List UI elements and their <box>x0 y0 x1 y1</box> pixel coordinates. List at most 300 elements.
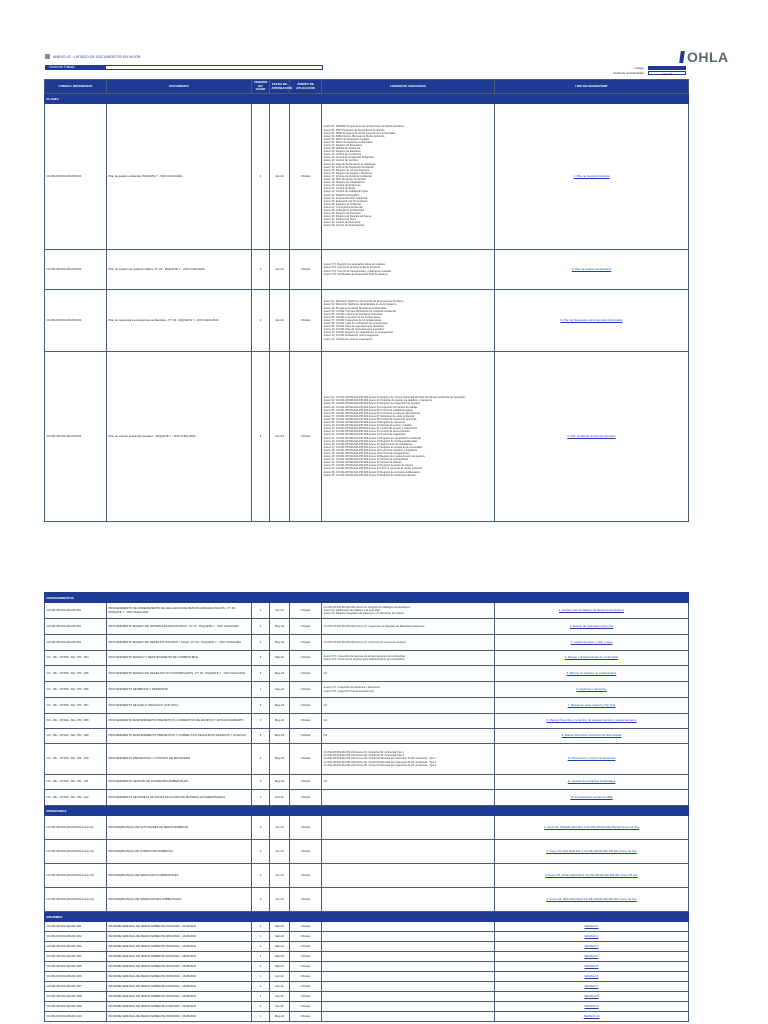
cell-code: CO - PE - OP.034 - MA - PR - 008 <box>45 714 107 729</box>
cell-code: CO-PE-OP.034-MA-INF-006 <box>45 972 107 982</box>
cell-document: INFORME SEMANAL DE MEDIO AMBIENTE 08/04/2022 - 14/04/2022 <box>107 932 252 942</box>
table-row <box>45 775 689 790</box>
table-row <box>45 250 689 290</box>
cell-version: 3 <box>252 775 270 790</box>
format-item: CO-PE-OP.034-MA-PR-010 Anexo 01. Check list Mt. Ambiental Tipo 1 <box>323 751 404 755</box>
cell-version: 1 <box>252 603 270 619</box>
cell-document: PROCEDIMIENTO MANEJO DE RESIDUOS NO CONTAMINADOS - PY 03 - PAQUETE 7 - VDO CHIGUAMA <box>107 666 252 682</box>
format-item: Anexo N°2. Control de almacenamiento temporal <box>323 266 380 270</box>
cell-date: Jun-24 <box>270 290 290 352</box>
cell-version: 1 <box>252 790 270 806</box>
cell-date: Mar-22 <box>270 942 290 952</box>
cell-date: May-22 <box>270 619 290 635</box>
sharepoint-link[interactable]: SEMANA 8 <box>495 992 689 1002</box>
cell-date: Mar-22 <box>270 932 290 942</box>
meta-label: Código <box>634 65 644 70</box>
cell-scope: Chiriquí <box>290 942 322 952</box>
format-item: Anexo 07. CO-PE: Inspección de Kit Antiderrames <box>323 318 382 322</box>
cell-version: 4 <box>252 104 270 250</box>
work-center-label: Centro de Trabajo <box>45 65 105 70</box>
cell-formats <box>322 744 495 775</box>
cell-date: Mar-22 <box>270 962 290 972</box>
format-item: Anexo 26. Registro de Auditorías <box>323 202 362 206</box>
cell-document: Plan de manejo ambiental operativo - PAQUETE 7 - VDO CHIGUAMA <box>107 352 252 522</box>
cell-formats <box>322 942 495 952</box>
format-item: Anexo 09. CO-PE: Plan de respuesta ante derrames <box>323 325 384 329</box>
cell-document: INFORME SEMANAL DE MEDIO AMBIENTE 13/05/2022 - 19/05/2022 <box>107 982 252 992</box>
section-header-informes: INFORMES <box>45 912 689 922</box>
cell-scope: Chiriquí <box>290 635 322 651</box>
format-item: Anexo 25. CO-PE-OP.034-MA-PM-004 Anexo 25 Registro de permisos ambientales <box>323 470 420 474</box>
format-item: Anexo 04. CO-PE: Formato de Reporte de Incidente Ambiental <box>323 309 396 313</box>
format-item: Anexo 14. CO-PE-OP.034-MA-PM-004 Anexo 14 Registro de capacitación ambiental <box>323 436 421 440</box>
planes-table <box>44 79 689 522</box>
cell-document: INFORME SEMANAL DE MEDIO AMBIENTE 20/05/2022 - 26/05/2022 <box>107 992 252 1002</box>
cell-date: Jun-24 <box>270 840 290 864</box>
table-row <box>45 682 689 698</box>
format-item: Anexo 05. CO-PE: Informe de Simulacro Ambiental <box>323 312 383 316</box>
cell-code: CO - PE - OP.034 - MA - PR - 007 <box>45 698 107 714</box>
format-item: Anexo 02. PSO Programa de Seguimiento Ambiental <box>323 128 385 132</box>
cell-version: 1 <box>252 942 270 952</box>
cell-version: 3 <box>252 666 270 682</box>
cell-formats <box>322 698 495 714</box>
format-item: Anexo 15. Registro de Comunicaciones <box>323 168 370 172</box>
cell-code: CO-PE-OP.034-MA-INF-007 <box>45 982 107 992</box>
cell-document: PROGRAMA ANUAL DE SIMULACROS AMBIENTALES <box>107 864 252 888</box>
section-header-procedimientos: PROCEDIMIENTOS <box>45 593 689 603</box>
format-item: Anexo 11. CO-PE-OP.034-MA-PM-004 Anexo 11 Control de erosión y sedimentos <box>323 427 418 431</box>
cell-document: PROGRAMA ANUAL DE INSPECCIONES AMBIENTALES <box>107 888 252 912</box>
cell-date: Apr-22 <box>270 992 290 1002</box>
format-item: Anexo 19. Registro de Capacitación <box>323 181 365 185</box>
sharepoint-link[interactable]: SEMANA 4 <box>495 952 689 962</box>
format-item: CO-PE-OP.034-MA-PR-010 Anexo 04. Check list Mensual de Inspección de Mt. Ambiental - Tipo 2 <box>323 760 437 764</box>
format-item: Anexo 24. Acta de Reunión Ambiental <box>323 196 368 200</box>
format-item: Anexo 03. PIMA Programa Anual de Inspecciones Ambientales <box>323 131 396 135</box>
cell-version: 1 <box>252 1002 270 1012</box>
cell-scope: Chiriquí <box>290 952 322 962</box>
col-header-scope: ÁMBITO DE APLICACIÓN <box>290 80 322 94</box>
table-row <box>45 1002 689 1012</box>
format-item: CO-PE-OP.034-MA-PR-003 Anexo 01. Check list de control de residuos <box>323 640 406 644</box>
cell-scope: Chiriquí <box>290 1002 322 1012</box>
table-row <box>45 952 689 962</box>
cell-date: May-22 <box>270 635 290 651</box>
sharepoint-link[interactable]: 9. Manejo Preventivo Correctivo de flota pesada <box>495 729 689 744</box>
format-item: Anexo 12. Control de Vertidos <box>323 159 358 163</box>
cell-code: CO - PE - OP.034 - MA - PR - 006 <box>45 682 107 698</box>
cell-code: CO-PE-OP.034-MA-PM-001 Anexo 04 <box>45 888 107 912</box>
cell-version: 3 <box>252 651 270 666</box>
cell-scope: Chiriquí <box>290 698 322 714</box>
cell-scope: Chiriquí <box>290 352 322 522</box>
format-item: Anexo 32. Control de Desmonte <box>323 221 361 225</box>
format-item: Anexo 11. CO-PE: Registro de capacitación en emergencias <box>323 331 393 335</box>
cell-scope: Chiriquí <box>290 922 322 932</box>
cell-scope: Chiriquí <box>290 790 322 806</box>
table-row <box>45 603 689 619</box>
format-item: Anexo 19. CO-PE-OP.034-MA-PM-004 Anexo 19 Control de campamentos <box>323 451 410 455</box>
format-item: Anexo 13. Hoja de Seguimiento de Hallazgos <box>323 162 376 166</box>
cell-formats <box>322 603 495 619</box>
sharepoint-link[interactable]: 12. Procedimiento acopio de DME <box>495 790 689 806</box>
sharepoint-link[interactable]: 2. Plan de Gestión de Residuos <box>495 250 689 290</box>
sharepoint-link[interactable]: 1. Plan de Gestión Ambiental <box>495 104 689 250</box>
company-logo <box>680 48 729 66</box>
format-item: Anexo 29. Registro de Permisos <box>323 212 361 216</box>
table-row <box>45 816 689 840</box>
cell-date: Apr-22 <box>270 972 290 982</box>
sharepoint-link[interactable]: 4. Anexo 04. PAIA 2024 Rev3 CO-PE-OP.034-MA-PM-001 Anexo 04.xlsx <box>495 888 689 912</box>
cell-formats <box>322 682 495 698</box>
format-item: CO-PE-OP.034-MA-PR-001 Anexo 01. Registro de hallazgos arqueológicos <box>323 605 411 609</box>
cell-formats <box>322 816 495 840</box>
format-item: Anexo 16. Registro de Quejas y Reclamos <box>323 171 373 175</box>
format-item: Anexo 01. CO-PE-OP.034-MA-PM-004 Anexo 01 Registro de control ambiental del Plan de Manejo Ambiental de Operación <box>323 396 466 400</box>
cell-code: CO - PE - OP.034 - MA - PR - 011 <box>45 775 107 790</box>
format-item: Anexo 01. PMAMM Programa Anual de Monitoreo de Medio Ambiente <box>323 125 404 129</box>
cell-code: CO - PE - OP.034 - MA - PR - 012 <box>45 790 107 806</box>
sharepoint-link[interactable]: SEMANA 2 <box>495 932 689 942</box>
cell-document: PROCEDIMIENTO PREVENCIÓN Y CONTROL DE EROSIONES <box>107 744 252 775</box>
format-item: CO-PE-OP.034-MA-PR-010 Anexo 02. Check list Mt. Ambiental Tipo 2 <box>323 754 404 758</box>
sharepoint-link[interactable]: SEMANA 9 <box>495 1002 689 1012</box>
sharepoint-link[interactable]: SEMANA 6 <box>495 972 689 982</box>
cell-code: CO-PE-OP.034-MA-INF-005 <box>45 962 107 972</box>
format-item: Anexo 18. Plan de Acción Correctiva <box>323 178 366 182</box>
table-row <box>45 932 689 942</box>
cell-scope: Chiriquí <box>290 982 322 992</box>
cell-document: INFORME SEMANAL DE MEDIO AMBIENTE 06/05/2022 - 12/05/2022 <box>107 972 252 982</box>
format-item: Anexo 23. CO-PE-OP.034-MA-PM-004 Anexo 23 Registro de cierre de frentes <box>323 464 414 468</box>
cell-document: INFORME SEMANAL DE MEDIO AMBIENTE 15/04/2022 - 21/04/2022 <box>107 942 252 952</box>
sharepoint-link[interactable]: 1. Anexo 01. PMAMA 2024 Rev 3 CO-PE-OP.034-MA-PM-001 Anexo 01.xlsx <box>495 816 689 840</box>
cell-formats <box>322 635 495 651</box>
format-item: CO-PE-OP.034-MA-PR-010 Anexo 03. Check list Mensual de Inspección de Mt. Ambiental - Tipo 1 <box>323 757 437 761</box>
cell-version: 2 <box>252 619 270 635</box>
cell-code: CO-PE-OP.034-MA-INF-003 <box>45 942 107 952</box>
format-item: Anexo 22. Control de Calidad de Agua <box>323 190 368 194</box>
format-item: Anexo N°2. Inspección Previa de Desmonte <box>323 689 374 693</box>
section-header-programas: PROGRAMAS <box>45 806 689 816</box>
cell-scope: Chiriquí <box>290 666 322 682</box>
format-item: Anexo N°1. Inspección de Desbroce y Desmonte <box>323 686 380 690</box>
cell-scope: Chiriquí <box>290 1012 322 1022</box>
cell-document: PROCEDIMIENTO DE SUELO ORGÁNICO (TOP SOIL) <box>107 698 252 714</box>
cell-code: CO-PE-OP.034-MA-INF-001 <box>45 922 107 932</box>
meta-row-date <box>506 70 686 75</box>
col-header-code: CÓDIGO / REFERENCIA <box>45 80 107 94</box>
table-row <box>45 790 689 806</box>
sharepoint-link[interactable]: SEMANA 5 <box>495 962 689 972</box>
cell-version: 1 <box>252 972 270 982</box>
table-row <box>45 714 689 729</box>
cell-scope: Chiriquí <box>290 104 322 250</box>
cell-version: 3 <box>252 714 270 729</box>
format-item: Anexo 05. Matriz de Requisitos Legales <box>323 137 370 141</box>
cell-formats <box>322 651 495 666</box>
cell-scope: Chiriquí <box>290 744 322 775</box>
format-item: Anexo 05. CO-PE-OP.034-MA-PM-004 Anexo 05 Control de calidad de aguas <box>323 408 413 412</box>
cell-document: PROCEDIMIENTO MANEJO DE RESIDUOS SÓLIDOS Y AGUA - PY 03 - PAQUETE 7 - VDO CHIGUAMA <box>107 635 252 651</box>
cell-date: May-22 <box>270 729 290 744</box>
cell-version: 1 <box>252 962 270 972</box>
section-header-planes: PLANES <box>45 94 689 104</box>
cell-formats <box>322 352 495 522</box>
cell-version: 1 <box>252 1012 270 1022</box>
cell-formats <box>322 888 495 912</box>
cell-document: PROCEDIMIENTO GESTIÓN DE INCIDENTES AMBIENTALES <box>107 775 252 790</box>
col-header-version: VERSIÓN EN VIGOR <box>252 80 270 94</box>
cell-document: PROGRAMA ANUAL DE FORMACIÓN AMBIENTAL <box>107 840 252 864</box>
format-item: Anexo 18. CO-PE-OP.034-MA-PM-004 Anexo 18 Control de canteras y botaderos <box>323 448 418 452</box>
cell-scope: Chiriquí <box>290 714 322 729</box>
format-item: Anexo 20. Control de Emisiones <box>323 184 361 188</box>
document-title: ANEXO 02 · LISTADO DE DOCUMENTOS EN VIGOR <box>53 55 141 59</box>
cell-code: CO-PE-OP.034-MA-PR-001 <box>45 603 107 619</box>
cell-formats <box>322 962 495 972</box>
cell-date: Oct-22 <box>270 790 290 806</box>
format-item: Anexo N°1. Inspección de tanques de almacenamiento de combustible <box>323 654 405 658</box>
cell-date: Jun-24 <box>270 816 290 840</box>
sharepoint-link[interactable]: 2. Manejo de materiales peligrosos <box>495 619 689 635</box>
format-item: Anexo 13. Croquis de rutas de evacuación <box>323 337 373 341</box>
cell-version: 1 <box>252 992 270 1002</box>
format-item: Anexo 21. CO-PE-OP.034-MA-PM-004 Anexo 21 Control de combustibles <box>323 458 409 462</box>
format-item: Anexo 03. Registro fotográfico de hallazgos y de Ministerio de Cultura <box>323 612 404 616</box>
cell-document: INFORME SEMANAL DE MEDIO AMBIENTE 27/05/2022 - 02/06/2022 <box>107 1002 252 1012</box>
cell-version: 4 <box>252 250 270 290</box>
sharepoint-link[interactable]: 4. Manejo y abastecimiento de combustible <box>495 651 689 666</box>
cell-document: INFORME SEMANAL DE MEDIO AMBIENTE 29/04/2022 - 05/05/2022 <box>107 962 252 972</box>
cell-formats <box>322 952 495 962</box>
cell-formats <box>322 104 495 250</box>
format-item: Anexo 06. CO-PE-OP.034-MA-PM-004 Anexo 06 Control de emisiones atmosféricas <box>323 411 421 415</box>
format-item: Anexo 09. CO-PE-OP.034-MA-PM-004 Anexo 09 Registro de derrames <box>323 421 406 425</box>
cell-document: Plan de respuesta a emergencias ambientales - PY 03 - PAQUETE 7 - VDO CHIGUAMA <box>107 290 252 352</box>
cell-date: Sep-22 <box>270 682 290 698</box>
format-item: Anexo 12. CO-PE-OP.034-MA-PM-004 Anexo 12 Control de fauna silvestre <box>323 430 410 434</box>
cell-document: PROCEDIMIENTO MANTENIMIENTO PREVENTIVO Y CORRECTIVO DE EQUIPOS PESADOS Y LIVIANOS <box>107 729 252 744</box>
cell-code: CO-PE-OP.034-MA-PM-003 <box>45 290 107 352</box>
format-item: Anexo 33. Control de Reforestación <box>323 224 365 228</box>
format-item: Anexo 02. Notificación de hallazgo a la autoridad <box>323 608 380 612</box>
cell-version: 2 <box>252 864 270 888</box>
cell-code: CO-PE-OP.034-MA-INF-009 <box>45 1002 107 1012</box>
cell-code: CO-PE-OP.034-MA-PM-001 Anexo 03 <box>45 864 107 888</box>
format-item: Anexo 07. CO-PE-OP.034-MA-PM-004 Anexo 07 Monitoreo de ruido ambiental <box>323 414 414 418</box>
cell-formats <box>322 250 495 290</box>
col-header-link: LINK EN SHAREPOINT <box>495 80 689 94</box>
table-row <box>45 666 689 682</box>
logo-mark-icon <box>679 51 685 63</box>
document-icon <box>45 54 50 59</box>
cell-date: Jun-24 <box>270 352 290 522</box>
cell-formats <box>322 922 495 932</box>
cell-code: CO-PE-OP.034-MA-INF-008 <box>45 992 107 1002</box>
cell-code: CO - PE - OP.034 - MA - PR - 009 <box>45 729 107 744</box>
col-header-date: FECHA DE APROBACIÓN <box>270 80 290 94</box>
format-item: NA <box>323 780 328 784</box>
cell-scope: Chiriquí <box>290 250 322 290</box>
sharepoint-link[interactable]: 5. Manejo de residuos no contaminados <box>495 666 689 682</box>
sharepoint-link[interactable]: SEMANA 10 <box>495 1012 689 1022</box>
table-row <box>45 290 689 352</box>
sharepoint-link[interactable]: 3. Control de polvo y ruido y agua <box>495 635 689 651</box>
cell-formats <box>322 790 495 806</box>
format-item: Anexo 27. Cronograma Ambiental <box>323 205 363 209</box>
cell-version: 4 <box>252 352 270 522</box>
format-item: Anexo 10. Control de Consumos <box>323 153 361 157</box>
cell-scope: Chiriquí <box>290 775 322 790</box>
format-item: Anexo 13. CO-PE-OP.034-MA-PM-004 Anexo 13 Control de vegetación <box>323 433 406 437</box>
cell-formats <box>322 982 495 992</box>
format-item: Anexo 04. CO-PE-OP.034-MA-PM-004 Anexo 04 Inspección de frentes de trabajo <box>323 405 418 409</box>
format-item: Anexo 31. Registro de Flora <box>323 218 356 222</box>
format-item: Anexo 25. Evaluación de Proveedores <box>323 199 368 203</box>
cell-formats <box>322 729 495 744</box>
sharepoint-link[interactable]: 11. Gestión de Incidentes Ambientales <box>495 775 689 790</box>
format-item: Anexo 28. Indicadores Ambientales <box>323 208 365 212</box>
format-item: Anexo 12. CO-PE: Evaluación post-emergencia <box>323 334 379 338</box>
cell-formats <box>322 714 495 729</box>
format-item: Anexo 06. CO-PE: Inventario de Kit Antiderrames <box>323 315 381 319</box>
cell-version: 3 <box>252 888 270 912</box>
header-meta <box>506 65 686 75</box>
format-item: Anexo N°2. Check list de equipos para abastecimiento de combustible <box>323 658 405 661</box>
cell-document: Plan de gestión ambiental. PAQUETE 7 - VDO CHIGUAMA <box>107 104 252 250</box>
cell-scope: Chiriquí <box>290 682 322 698</box>
format-item: Anexo N°1. Registro de generación diaria de residuos <box>323 263 386 267</box>
format-item: NA <box>323 734 328 738</box>
table-row <box>45 922 689 932</box>
cell-date: May-22 <box>270 775 290 790</box>
table-row <box>45 942 689 952</box>
format-item: Anexo 17. CO-PE-OP.034-MA-PM-004 Anexo 17 Registro de quejas de la comunidad <box>323 445 422 449</box>
cell-formats <box>322 992 495 1002</box>
format-item: Anexo 07. Registro de Formación <box>323 144 363 148</box>
work-center-field[interactable] <box>105 65 323 70</box>
sharepoint-link[interactable]: 8. Manejo Preventivo, Correctivo de equipos menores y estacionamiento <box>495 714 689 729</box>
cell-code: CO-PE-OP.034-MA-PR-003 <box>45 635 107 651</box>
cell-date: Jun-24 <box>270 888 290 912</box>
sharepoint-link[interactable]: SEMANA 3 <box>495 942 689 952</box>
cell-document: INFORME SEMANAL DE MEDIO AMBIENTE 01/04/2022 - 07/04/2022 <box>107 922 252 932</box>
cell-scope: Chiriquí <box>290 816 322 840</box>
cell-version: 4 <box>252 840 270 864</box>
cell-formats <box>322 932 495 942</box>
format-item: Anexo 08. CO-PE: Lista de verificación de emergencias <box>323 322 388 326</box>
cell-formats <box>322 290 495 352</box>
format-item: Anexo 11. Control de Sustancias Peligrosas <box>323 156 374 160</box>
cell-code: CO-PE-OP.034-MA-PM-002 <box>45 250 107 290</box>
format-item: Anexo 20. CO-PE-OP.034-MA-PM-004 Anexo 20 Registro de mantenimiento de equipos <box>323 455 425 459</box>
format-item: Anexo 21. Control de Ruido <box>323 187 356 191</box>
cell-date: May-22 <box>270 744 290 775</box>
format-item: CO-PE-OP.034-MA-PR-002 Anexo 01. Inspección de Depósito de Materiales Peligrosos <box>323 624 425 628</box>
cell-date: Jun-24 <box>270 104 290 250</box>
format-item: Anexo 01. Directorio Telefónico del Comité de Emergencias de OHLA <box>323 300 404 304</box>
cell-formats <box>322 972 495 982</box>
format-item: Anexo 22. CO-PE-OP.034-MA-PM-004 Anexo 22 Control de talleres <box>323 461 402 465</box>
sharepoint-link[interactable]: 3. Plan de Respuesta a Emergencias Ambientales <box>495 290 689 352</box>
meta-value[interactable] <box>648 66 686 70</box>
format-item: Anexo 06. Matriz de Aspectos Ambientales <box>323 140 373 144</box>
cell-formats <box>322 1002 495 1012</box>
cell-version: 1 <box>252 932 270 942</box>
sharepoint-link[interactable]: 3. Anexo 03. PASim 2024 Rev2 CO-PE-OP.034-MA-PM-001 Anexo 03.xlsx <box>495 864 689 888</box>
sharepoint-link[interactable]: SEMANA 7 <box>495 982 689 992</box>
cell-code: CO-PE-OP.034-MA-PM-001 <box>45 104 107 250</box>
cell-code: CO-PE-OP.034-MA-PM-001 Anexo 02 <box>45 840 107 864</box>
cell-formats <box>322 864 495 888</box>
sharepoint-link[interactable]: SEMANA 1 <box>495 922 689 932</box>
cell-version: 2 <box>252 290 270 352</box>
table-row <box>45 635 689 651</box>
sharepoint-link[interactable]: 6. Desbroce y desmonte <box>495 682 689 698</box>
cell-scope: Chiriquí <box>290 972 322 982</box>
table-row <box>45 698 689 714</box>
cell-document: INFORME SEMANAL DE MEDIO AMBIENTE 03/06/2022 - 09/06/2022 <box>107 1012 252 1022</box>
meta-value[interactable]: may-22 <box>648 71 686 75</box>
table-row <box>45 619 689 635</box>
cell-formats <box>322 619 495 635</box>
format-item: Anexo 03. Programa Anual de Simulacros Ambientales <box>323 306 387 310</box>
sharepoint-link[interactable]: 4. Plan de Manejo Ambiental Operativo <box>495 352 689 522</box>
cell-document: PROCEDIMIENTO DE MANEJO DE ZONAS DE ACOPIO DE MATERIAL EXCEDENTE/DEAL <box>107 790 252 806</box>
cell-version: 1 <box>252 952 270 962</box>
table-row <box>45 992 689 1002</box>
table-row <box>45 962 689 972</box>
format-item: Anexo 26. CO-PE-OP.034-MA-PM-004 Anexo 26 Registro de auditorías internas <box>323 473 416 477</box>
table-row <box>45 864 689 888</box>
sharepoint-link[interactable]: 7. Manejo de suelo orgánico (Top Soil) <box>495 698 689 714</box>
cell-version: 3 <box>252 816 270 840</box>
cell-scope: Chiriquí <box>290 603 322 619</box>
cell-date: Mar-22 <box>270 651 290 666</box>
cell-date: Apr-22 <box>270 982 290 992</box>
format-item: Anexo 15. CO-PE-OP.034-MA-PM-004 Anexo 15 Registro de charlas ambientales <box>323 439 418 443</box>
cell-date: May-22 <box>270 666 290 682</box>
cell-date: Mar-22 <box>270 922 290 932</box>
cell-code: CO - PE - OP.034 - MA - PR - 004 <box>45 651 107 666</box>
table-row <box>45 729 689 744</box>
cell-scope: Chiriquí <box>290 962 322 972</box>
cell-version: 1 <box>252 682 270 698</box>
cell-code: CO - PE - OP.034 - MA - PR - 005 <box>45 666 107 682</box>
cell-document: PROCEDIMIENTO MANEJO DE MATERIALES PELIGROSOS - PY 03 - PAQUETE 7 - VDO CHIGUAMA <box>107 619 252 635</box>
meta-label: Fecha de actualización <box>613 70 644 75</box>
cell-version: 3 <box>252 729 270 744</box>
format-item: Anexo 10. CO-PE-OP.034-MA-PM-004 Anexo 10 Manejo de suelos y taludes <box>323 424 412 428</box>
cell-version: 1 <box>252 982 270 992</box>
cell-document: PROCEDIMIENTO DE ORDENAMIENTO DE HALLAZGOS DE RESTOS ARQUEOLÓGICOS - PY 03 - PAQUETE 7 - VDO CHIGUAMA <box>107 603 252 619</box>
cell-code: CO-PE-OP.034-MA-INF-002 <box>45 932 107 942</box>
sharepoint-link[interactable]: 1. Gestión ante el Hallazgo de Restos Arqueológicos <box>495 603 689 619</box>
sharepoint-link[interactable]: 2. Anexo 02. PAC 2024 Rev 4 CO-PE-OP.034-MA-PM-001 Anexo 02.xlsx <box>495 840 689 864</box>
format-item: Anexo 10. CO-PE: Plan de respuesta ante incendios <box>323 328 384 332</box>
cell-code: CO-PE-OP.034-MA-PM-004 <box>45 352 107 522</box>
cell-code: CO-PE-OP.034-MA-PR-002 <box>45 619 107 635</box>
col-header-formats: FORMATOS ASOCIADOS <box>322 80 495 94</box>
format-item: Anexo 23. Registro Fotográfico <box>323 193 360 197</box>
sharepoint-link[interactable]: 10. Prevención y Control de Erosiones <box>495 744 689 775</box>
table-row <box>45 972 689 982</box>
cell-date: Jun-24 <box>270 864 290 888</box>
cell-document: Plan de Gestión de residuos sólidos. PY 03 - PAQUETE 7 - VDO CHIGUAMA <box>107 250 252 290</box>
cell-scope: Chiriquí <box>290 888 322 912</box>
